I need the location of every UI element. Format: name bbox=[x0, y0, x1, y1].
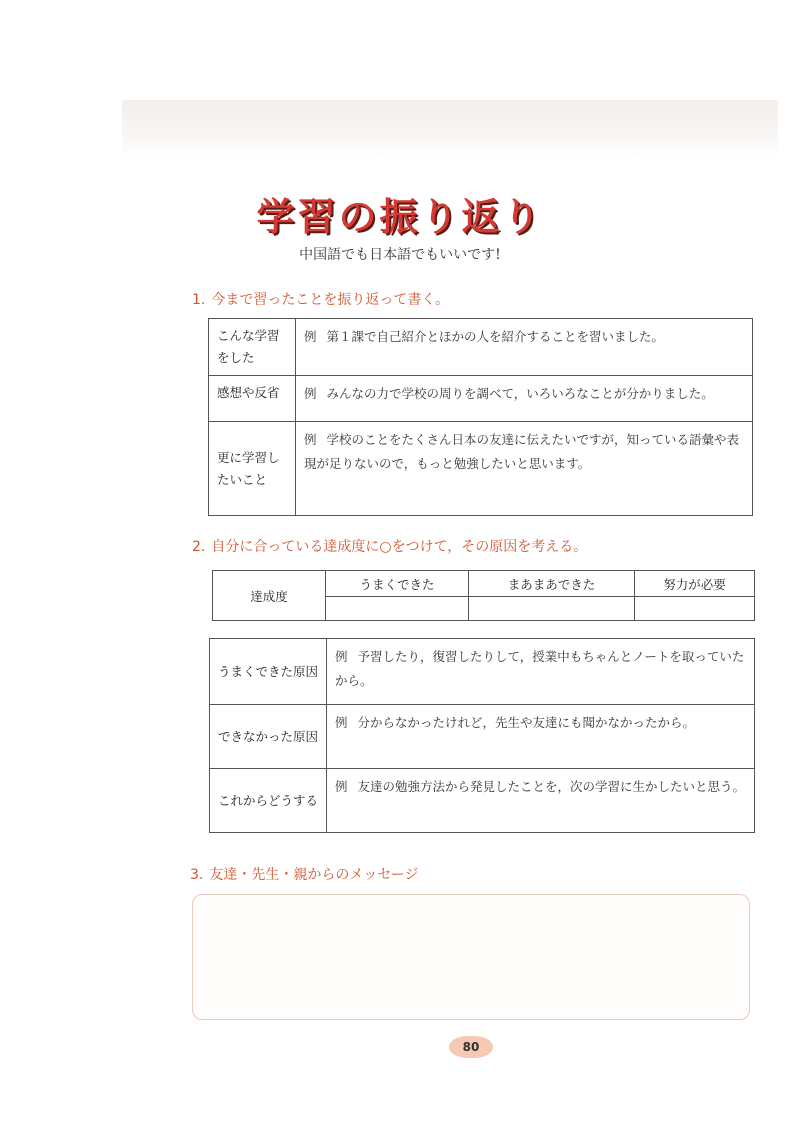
row-label: できなかった原因 bbox=[210, 705, 327, 769]
row-label: うまくできた原因 bbox=[210, 639, 327, 705]
example-mark: 例 bbox=[335, 649, 348, 664]
level-circle-cell-fair[interactable] bbox=[469, 597, 635, 621]
row-text: 友達の勉強方法から発見したことを，次の学習に生かしたいと思う。 bbox=[357, 779, 746, 794]
table-row bbox=[209, 422, 753, 516]
row-content bbox=[327, 639, 755, 705]
table-row bbox=[209, 376, 753, 422]
example-mark: 例 bbox=[304, 329, 317, 344]
row-content bbox=[327, 769, 755, 833]
page-subtitle: 中国語でも日本語でもいいです! bbox=[299, 247, 501, 263]
reflection-table bbox=[208, 318, 753, 516]
level-option-fair: まあまあできた bbox=[469, 571, 635, 597]
example-mark: 例 bbox=[304, 432, 317, 447]
row-text: みんなの力で学校の周りを調べて，いろいろなことが分かりました。 bbox=[326, 386, 714, 401]
row-text: 第１課で自己紹介とほかの人を紹介することを習いました。 bbox=[326, 329, 665, 344]
level-circle-cell-effort[interactable] bbox=[634, 597, 754, 621]
row-label: 更に学習したいこと bbox=[209, 422, 296, 516]
section1-heading-text: 今まで習ったことを振り返って書く。 bbox=[211, 292, 450, 308]
example-mark: 例 bbox=[335, 779, 348, 794]
example-mark: 例 bbox=[304, 386, 317, 401]
section3-heading-text: 友達・先生・親からのメッセージ bbox=[209, 867, 419, 883]
table-row bbox=[213, 571, 755, 597]
table-row bbox=[210, 769, 755, 833]
section1-number: 1. bbox=[192, 292, 206, 308]
section3-number: 3. bbox=[190, 867, 204, 883]
table-row bbox=[209, 319, 753, 376]
page-title: 学習の振り返り bbox=[256, 195, 544, 239]
level-label: 達成度 bbox=[213, 571, 326, 621]
row-label: こんな学習をした bbox=[209, 319, 296, 376]
page-top-band bbox=[122, 100, 778, 158]
table-row bbox=[210, 705, 755, 769]
level-option-effort: 努力が必要 bbox=[634, 571, 754, 597]
row-content bbox=[296, 376, 753, 422]
section2-heading bbox=[192, 536, 587, 556]
level-option-good: うまくできた bbox=[326, 571, 469, 597]
row-label: 感想や反省 bbox=[209, 376, 296, 422]
example-mark: 例 bbox=[335, 715, 348, 730]
table-row bbox=[210, 639, 755, 705]
row-content bbox=[296, 422, 753, 516]
section2-number: 2. bbox=[192, 539, 206, 555]
section3-heading bbox=[190, 864, 419, 884]
reason-table bbox=[209, 638, 755, 833]
row-content bbox=[327, 705, 755, 769]
row-label: これからどうする bbox=[210, 769, 327, 833]
row-text: 分からなかったけれど，先生や友達にも聞かなかったから。 bbox=[357, 715, 696, 730]
row-text: 学校のことをたくさん日本の友達に伝えたいですが，知っている語彙や表現が足りないので，もっと勉強したいと思います。 bbox=[304, 432, 740, 471]
achievement-level-table bbox=[212, 570, 755, 621]
section2-heading-text: 自分に合っている達成度に○をつけて，その原因を考える。 bbox=[211, 539, 588, 555]
section1-heading bbox=[192, 289, 449, 309]
level-circle-cell-good[interactable] bbox=[326, 597, 469, 621]
page-number: 80 bbox=[449, 1036, 493, 1058]
row-text: 予習したり，復習したりして，授業中もちゃんとノートを取っていたから。 bbox=[335, 649, 745, 688]
message-box[interactable] bbox=[192, 894, 750, 1020]
row-content bbox=[296, 319, 753, 376]
